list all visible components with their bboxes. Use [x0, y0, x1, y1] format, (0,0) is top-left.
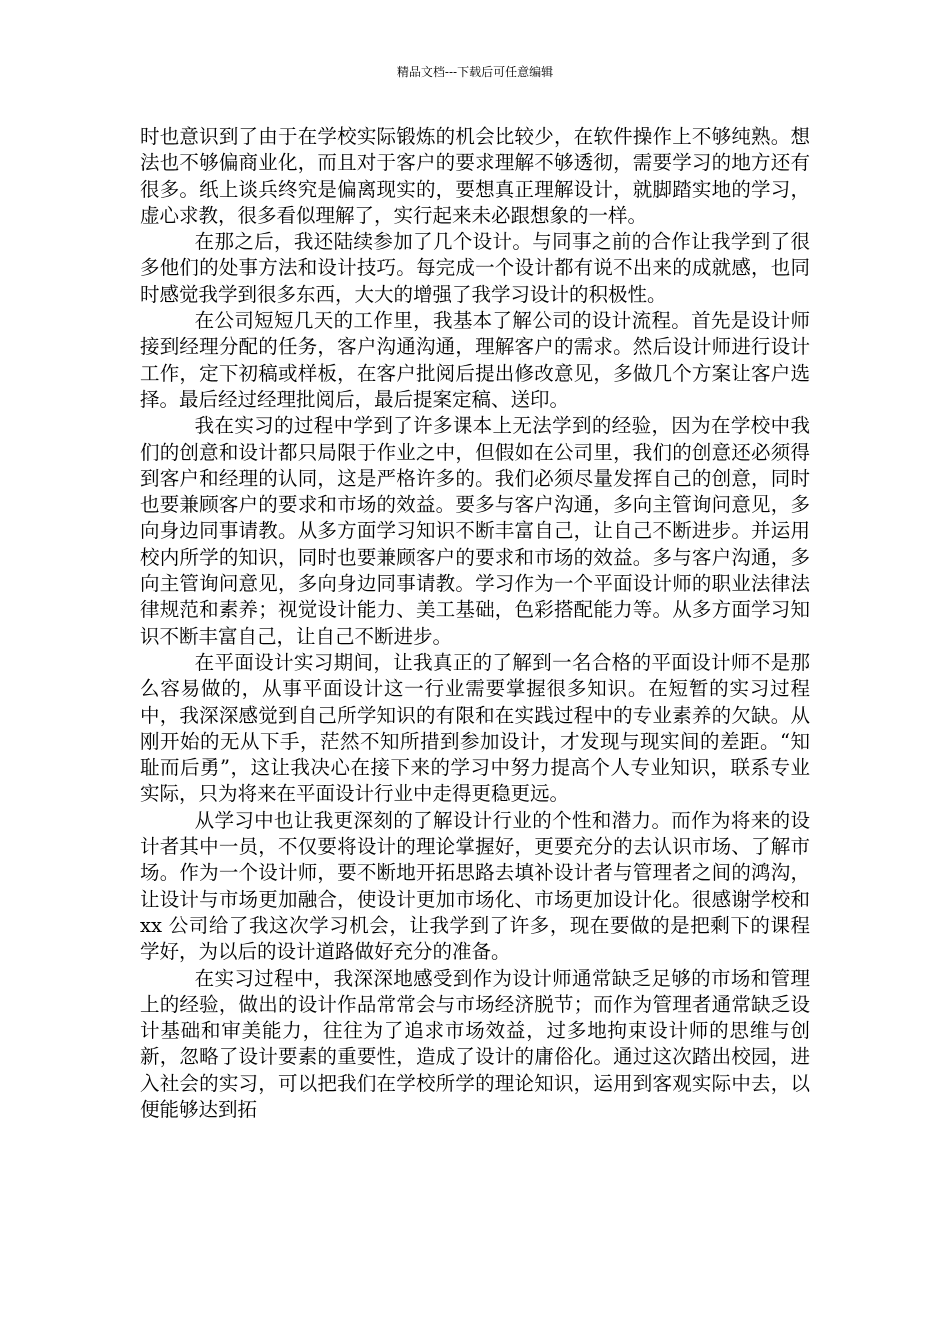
paragraph: 在那之后，我还陆续参加了几个设计。与同事之前的合作让我学到了很多他们的处事方法和设计技巧。每完成一个设计都有说不出来的成就感，也同时感觉我学到很多东西，大大的增强了我学习设计的积极性。: [140, 230, 810, 306]
paragraph: 我在实习的过程中学到了许多课本上无法学到的经验，因为在学校中我们的创意和设计都只局限于作业之中，但假如在公司里，我们的创意还必须得到客户和经理的认同，这是严格许多的。我们必须尽量发挥自己的创意，同时也要兼顾客户的要求和市场的效益。要多与客户沟通，多向主管询问意见，多向身边同事请教。从多方面学习知识不断丰富自己，让自己不断进步。并运用校内所学的知识，同时也要兼顾客户的要求和市场的效益。多与客户沟通，多向主管询问意见，多向身边同事请教。学习作为一个平面设计师的职业法律法律规范和素养；视觉设计能力、美工基础，色彩搭配能力等。从多方面学习知识不断丰富自己，让自己不断进步。: [140, 414, 810, 648]
document-body: [140, 124, 810, 1123]
paragraph: 在平面设计实习期间，让我真正的了解到一名合格的平面设计师不是那么容易做的，从事平面设计这一行业需要掌握很多知识。在短暂的实习过程中，我深深感觉到自己所学知识的有限和在实践过程中的专业素养的欠缺。从刚开始的无从下手，茫然不知所措到参加设计，才发现与现实间的差距。“知耻而后勇”，这让我决心在接下来的学习中努力提高个人专业知识，联系专业实际，只为将来在平面设计行业中走得更稳更远。: [140, 650, 810, 806]
paragraph: 在公司短短几天的工作里，我基本了解公司的设计流程。首先是设计师接到经理分配的任务，客户沟通沟通，理解客户的需求。然后设计师进行设计工作，定下初稿或样板，在客户批阅后提出修改意见，多做几个方案让客户选择。最后经过经理批阅后，最后提案定稿、送印。: [140, 309, 810, 411]
paragraph: 时也意识到了由于在学校实际锻炼的机会比较少，在软件操作上不够纯熟。想法也不够偏商业化，而且对于客户的要求理解不够透彻，需要学习的地方还有很多。纸上谈兵终究是偏离现实的，要想真正理解设计，就脚踏实地的学习，虚心求教，很多看似理解了，实行起来未必跟想象的一样。: [140, 125, 810, 227]
paragraph: 在实习过程中，我深深地感受到作为设计师通常缺乏足够的市场和管理上的经验，做出的设计作品常常会与市场经济脱节；而作为管理者通常缺乏设计基础和审美能力，往往为了追求市场效益，过多地拘束设计师的思维与创新，忽略了设计要素的重要性，造成了设计的庸俗化。通过这次踏出校园，进入社会的实习，可以把我们在学校所学的理论知识，运用到客观实际中去，以便能够达到拓: [140, 966, 810, 1121]
page-header: 精品文档---下载后可任意编辑: [396, 65, 554, 79]
paragraph: 从学习中也让我更深刻的了解设计行业的个性和潜力。而作为将来的设计者其中一员，不仅要将设计的理论掌握好，更要充分的去认识市场、了解市场。作为一个设计师，要不断地开拓思路去填补设计者与管理者之间的鸿沟，让设计与市场更加融合，使设计更加市场化、市场更加设计化。很感谢学校和 xx 公司给了我这次学习机会，让我学到了许多，现在要做的是把剩下的课程学好，为以后的设计道路做好充分的准备。: [140, 808, 810, 964]
